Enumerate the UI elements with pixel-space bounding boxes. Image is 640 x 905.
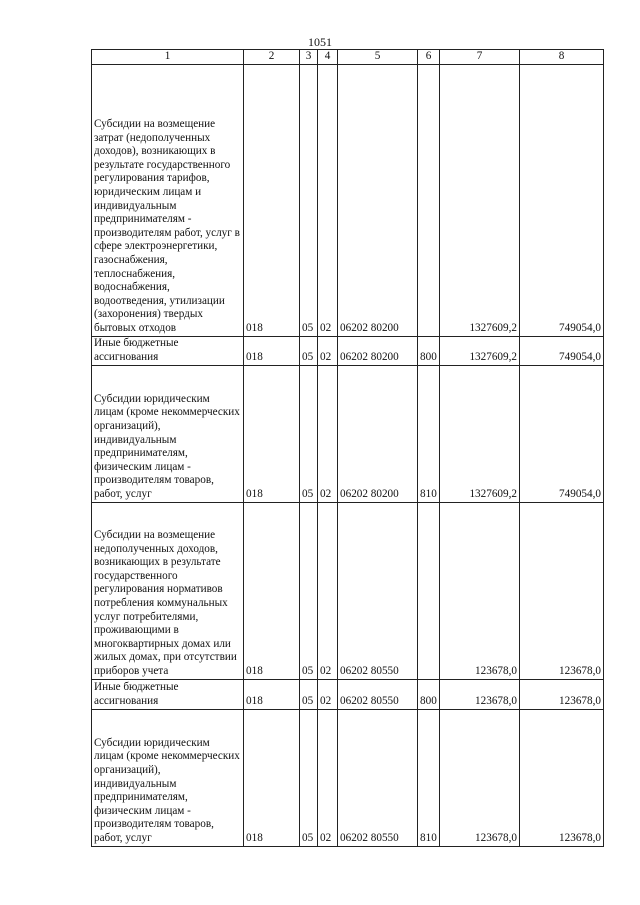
- target-code: 06202 80200: [338, 64, 418, 336]
- row-name: Субсидии юридическим лицам (кроме некоммерческих организаций), индивидуальным предпринимателям, физическим лицам - производителям товаров, работ, услуг: [92, 709, 244, 846]
- column-header: 1: [92, 50, 244, 65]
- subsection-code: 02: [318, 679, 338, 709]
- subsection-code: 02: [318, 64, 338, 336]
- amount-1: 123678,0: [440, 709, 520, 846]
- table-row: [92, 709, 604, 846]
- amount-1: 123678,0: [440, 679, 520, 709]
- section-code: 05: [300, 336, 318, 365]
- row-name: Субсидии на возмещение недополученных доходов, возникающих в результате государственного регулирования нормативов потребления коммунальных услуг потребителями, проживающими в многоквартирных домах или жилых домах, при отсутствии приборов учета: [92, 502, 244, 679]
- ministry-code: 018: [244, 365, 300, 502]
- subsection-code: 02: [318, 336, 338, 365]
- table-row: [92, 365, 604, 502]
- amount-1: 123678,0: [440, 502, 520, 679]
- column-header: 3: [300, 50, 318, 65]
- table-row: [92, 679, 604, 709]
- table-row: [92, 64, 604, 336]
- ministry-code: 018: [244, 709, 300, 846]
- subsection-code: 02: [318, 365, 338, 502]
- budget-table: [91, 49, 604, 847]
- ministry-code: 018: [244, 336, 300, 365]
- amount-2: 123678,0: [520, 679, 604, 709]
- expense-type-code: 810: [418, 709, 440, 846]
- row-name: Иные бюджетные ассигнования: [92, 679, 244, 709]
- amount-2: 749054,0: [520, 365, 604, 502]
- section-code: 05: [300, 709, 318, 846]
- target-code: 06202 80550: [338, 709, 418, 846]
- column-header: 4: [318, 50, 338, 65]
- subsection-code: 02: [318, 502, 338, 679]
- row-name: Иные бюджетные ассигнования: [92, 336, 244, 365]
- column-header: 5: [338, 50, 418, 65]
- row-name: Субсидии на возмещение затрат (недополученных доходов), возникающих в результате государственного регулирования тарифов, юридическим лицам и индивидуальным предпринимателям - производителям работ, услуг в сфере электроэнергетики, газоснабжения, теплоснабжения, водоснабжения, водоотведения, утилизации (захоронения) твердых бытовых отходов: [92, 64, 244, 336]
- header-row: [92, 50, 604, 65]
- subsection-code: 02: [318, 709, 338, 846]
- row-name: Субсидии юридическим лицам (кроме некоммерческих организаций), индивидуальным предпринимателям, физическим лицам - производителям товаров, работ, услуг: [92, 365, 244, 502]
- target-code: 06202 80550: [338, 679, 418, 709]
- expense-type-code: 800: [418, 679, 440, 709]
- expense-type-code: [418, 502, 440, 679]
- page-number: 1051: [308, 35, 332, 49]
- amount-1: 1327609,2: [440, 64, 520, 336]
- column-header: 7: [440, 50, 520, 65]
- section-code: 05: [300, 64, 318, 336]
- column-header: 6: [418, 50, 440, 65]
- amount-1: 1327609,2: [440, 365, 520, 502]
- ministry-code: 018: [244, 502, 300, 679]
- target-code: 06202 80200: [338, 365, 418, 502]
- section-code: 05: [300, 502, 318, 679]
- column-header: 2: [244, 50, 300, 65]
- ministry-code: 018: [244, 679, 300, 709]
- amount-2: 749054,0: [520, 336, 604, 365]
- expense-type-code: [418, 64, 440, 336]
- column-header: 8: [520, 50, 604, 65]
- section-code: 05: [300, 679, 318, 709]
- expense-type-code: 800: [418, 336, 440, 365]
- amount-2: 749054,0: [520, 64, 604, 336]
- target-code: 06202 80200: [338, 336, 418, 365]
- table-row: [92, 336, 604, 365]
- amount-1: 1327609,2: [440, 336, 520, 365]
- amount-2: 123678,0: [520, 502, 604, 679]
- ministry-code: 018: [244, 64, 300, 336]
- expense-type-code: 810: [418, 365, 440, 502]
- section-code: 05: [300, 365, 318, 502]
- table-row: [92, 502, 604, 679]
- target-code: 06202 80550: [338, 502, 418, 679]
- amount-2: 123678,0: [520, 709, 604, 846]
